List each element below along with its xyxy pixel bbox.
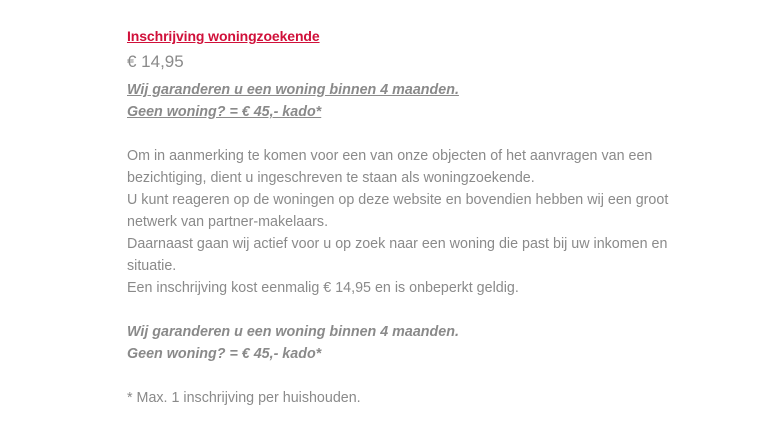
- guarantee-top-line1: Wij garanderen u een woning binnen 4 maanden.: [127, 82, 459, 98]
- description-paragraph-3: Daarnaast gaan wij actief voor u op zoek naar een woning die past bij uw inkomen en situatie.: [127, 236, 668, 274]
- guarantee-bottom-line2: Geen woning? = € 45,- kado*: [127, 346, 322, 362]
- product-description: [127, 79, 687, 409]
- footnote: * Max. 1 inschrijving per huishouden.: [127, 390, 361, 406]
- description-paragraph-1: Om in aanmerking te komen voor een van onze objecten of het aanvragen van een bezichtiging, dient u ingeschreven te staan als woningzoekende.: [127, 148, 653, 186]
- guarantee-bottom-line1: Wij garanderen u een woning binnen 4 maanden.: [127, 324, 459, 340]
- product-price: € 14,95: [127, 52, 184, 71]
- description-paragraph-4: Een inschrijving kost eenmalig € 14,95 en is onbeperkt geldig.: [127, 280, 519, 296]
- spacer: [127, 123, 687, 145]
- spacer: [127, 299, 687, 321]
- product-title-link[interactable]: Inschrijving woningzoekende: [127, 28, 320, 44]
- product-block: [127, 27, 687, 409]
- spacer: [127, 365, 687, 387]
- guarantee-top-line2: Geen woning? = € 45,- kado*: [127, 104, 322, 120]
- description-paragraph-2: U kunt reageren op de woningen op deze website en bovendien hebben wij een groot netwerk van partner-makelaars.: [127, 192, 669, 230]
